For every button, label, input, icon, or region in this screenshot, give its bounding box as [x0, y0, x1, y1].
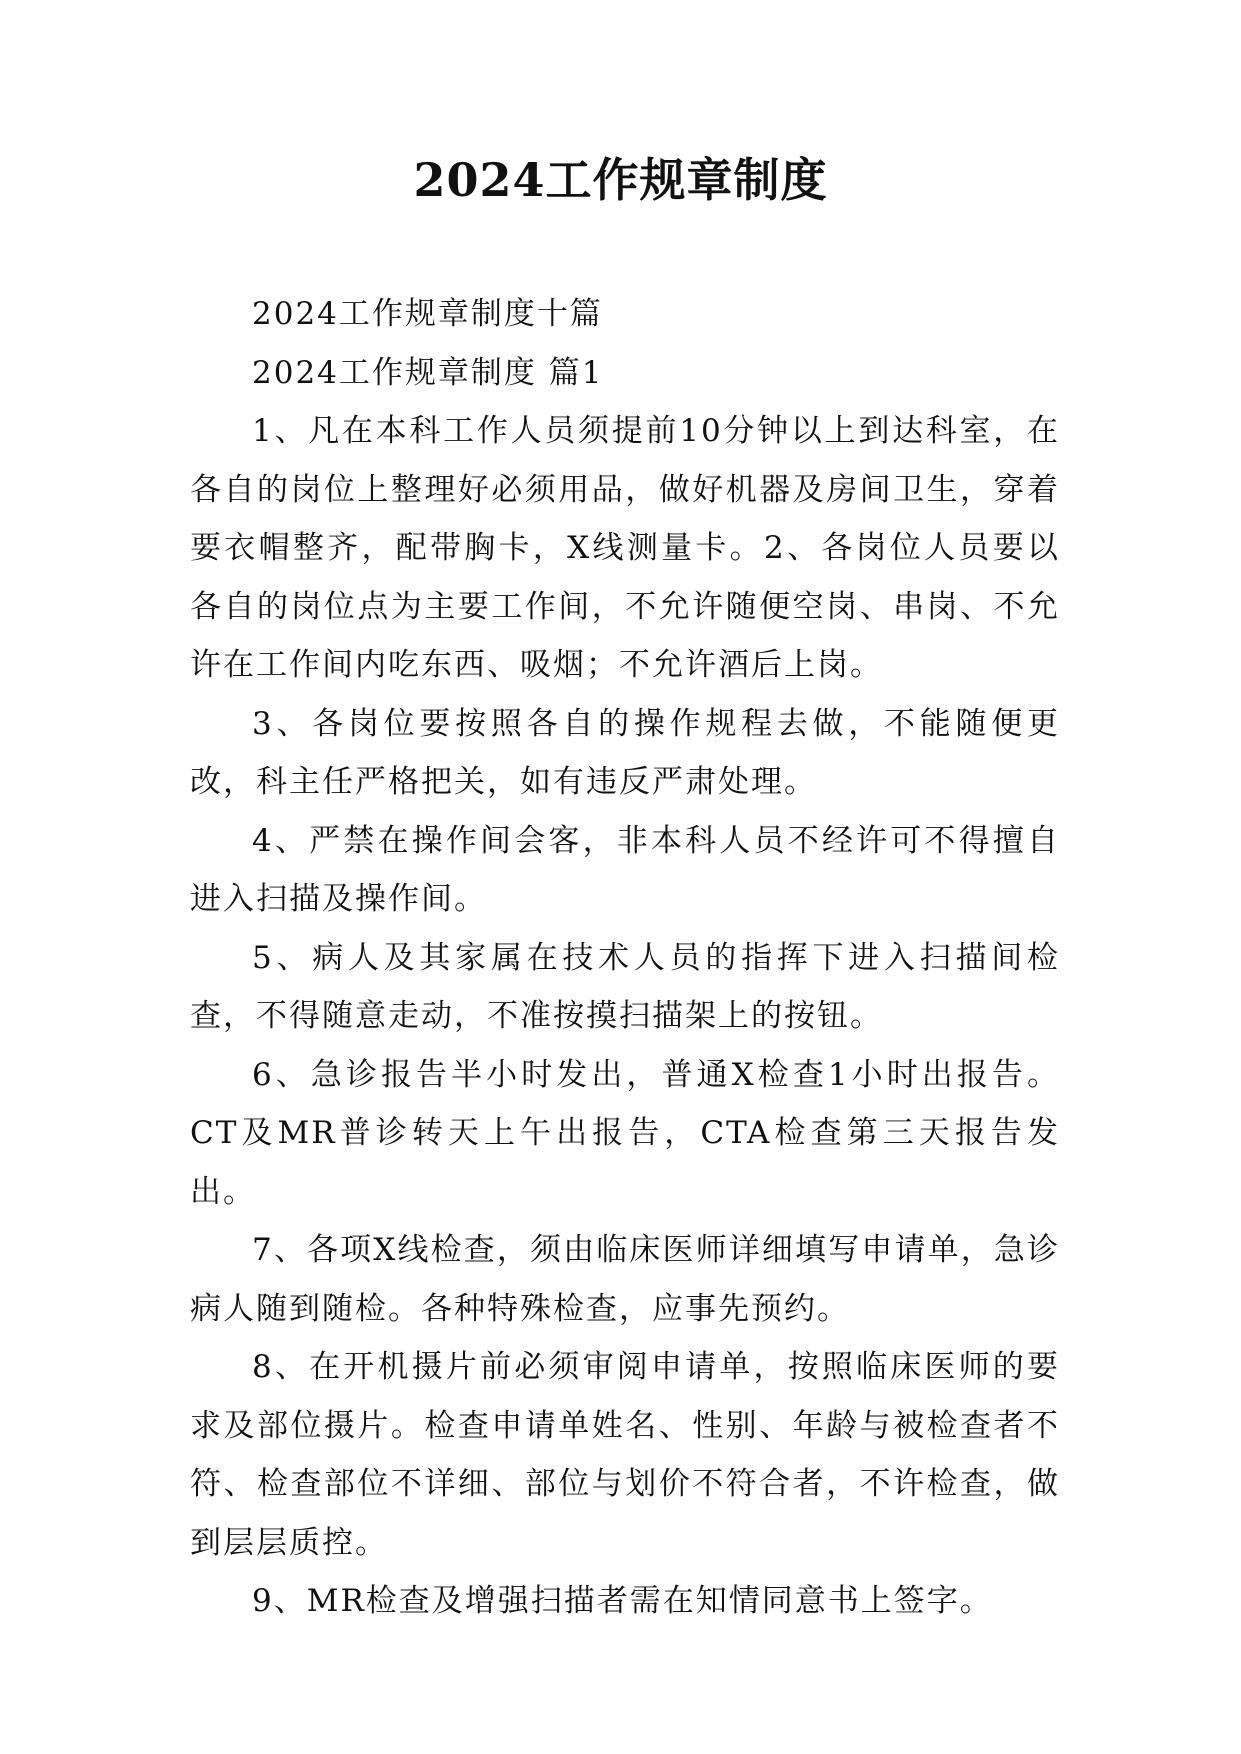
document-body [190, 285, 1060, 1631]
paragraph-rule-3: 3、各岗位要按照各自的操作规程去做，不能随便更改，科主任严格把关，如有违反严肃处理。 [190, 705, 1060, 800]
paragraph-rule-7: 7、各项X线检查，须由临床医师详细填写申请单，急诊病人随到随检。各种特殊检查，应事先预约。 [190, 1232, 1060, 1327]
paragraph-rule-5: 5、病人及其家属在技术人员的指挥下进入扫描间检查，不得随意走动，不准按摸扫描架上的按钮。 [190, 939, 1060, 1034]
paragraph-rule-8: 8、在开机摄片前必须审阅申请单，按照临床医师的要求及部位摄片。检查申请单姓名、性别、年龄与被检查者不符、检查部位不详细、部位与划价不符合者，不许检查，做到层层质控。 [190, 1349, 1060, 1561]
paragraph-rule-1-2: 1、凡在本科工作人员须提前10分钟以上到达科室，在各自的岗位上整理好必须用品，做好机器及房间卫生，穿着要衣帽整齐，配带胸卡，X线测量卡。2、各岗位人员要以各自的岗位点为主要工作间，不允许随便空岗、串岗、不允许在工作间内吃东西、吸烟；不允许酒后上岗。 [190, 413, 1060, 683]
paragraph-rule-6: 6、急诊报告半小时发出，普通X检查1小时出报告。CT及MR普诊转天上午出报告，CTA检查第三天报告发出。 [190, 1056, 1060, 1210]
paragraph-rule-4: 4、严禁在操作间会客，非本科人员不经许可不得擅自进入扫描及操作间。 [190, 822, 1060, 917]
document-title: 2024工作规章制度 [413, 153, 828, 207]
paragraph-subtitle: 2024工作规章制度十篇 [252, 296, 603, 332]
paragraph-section-heading: 2024工作规章制度 篇1 [252, 354, 604, 391]
paragraph-rule-9: 9、MR检查及增强扫描者需在知情同意书上签字。 [252, 1583, 993, 1619]
